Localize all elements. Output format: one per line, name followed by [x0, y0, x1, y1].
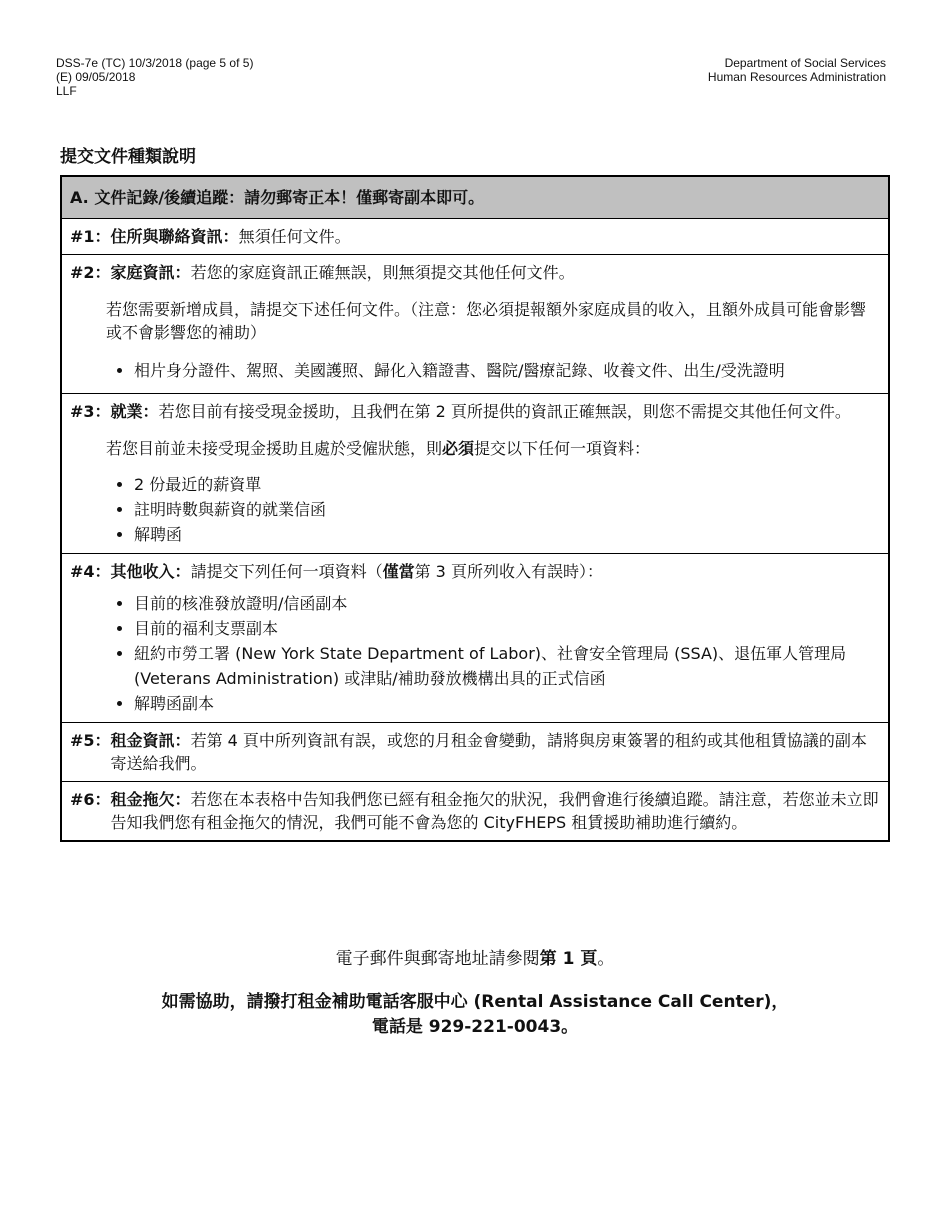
item-emphasis: 僅當 — [382, 562, 415, 581]
item-label: 家庭資訊： — [110, 263, 191, 282]
phone-line: 電話是 929-221-0043。 — [371, 1017, 579, 1037]
section-a-header: A. 文件記錄/後續追蹤：請勿郵寄正本！僅郵寄副本即可。 — [62, 177, 888, 218]
item-label: 住所與聯絡資訊： — [110, 227, 239, 246]
item-text: 第 3 頁所列收入有誤時）： — [414, 562, 603, 581]
form-code-line: LLF — [56, 84, 77, 98]
item-label: 租金拖欠： — [110, 790, 191, 809]
item-5 — [62, 722, 888, 781]
item-note — [70, 437, 880, 460]
item-label: 租金資訊： — [110, 731, 191, 750]
help-line: 如需協助，請撥打租金補助電話客服中心 (Rental Assistance Call Center)， — [161, 992, 789, 1012]
item-number: #2： — [70, 263, 111, 282]
item-number: #4： — [70, 562, 111, 581]
list-item: • 2 份最近的薪資單 — [134, 472, 880, 497]
item-text: 若您的家庭資訊正確無誤，則無須提交其他任何文件。 — [190, 263, 575, 282]
list-item: • 解聘函 — [134, 522, 880, 547]
item-label: 就業： — [110, 402, 159, 421]
bullet-list — [70, 472, 880, 547]
address-reference — [0, 944, 950, 969]
footer-text: 。 — [597, 949, 615, 969]
agency-subname: Human Resources Administration — [707, 70, 886, 84]
list-item: • 註明時數與薪資的就業信函 — [134, 497, 880, 522]
item-3 — [62, 393, 888, 553]
list-item: • 目前的福利支票副本 — [134, 616, 880, 641]
footer-emphasis: 第 1 頁 — [539, 949, 598, 969]
list-item: • 解聘函副本 — [134, 691, 880, 716]
item-6 — [62, 781, 888, 840]
bullet-list — [70, 358, 880, 383]
item-text: 請提交下列任何一項資料（ — [190, 562, 383, 581]
item-text: 若您目前有接受現金援助，且我們在第 2 頁所提供的資訊正確無誤，則您不需提交其他任何文件。 — [158, 402, 851, 421]
agency-name: Department of Social Services — [724, 56, 886, 70]
item-text: 無須任何文件。 — [238, 227, 351, 246]
item-text: 若第 4 頁中所列資訊有誤，或您的月租金會變動，請將與房東簽署的租約或其他租賃協議的副本寄送給我們。 — [110, 731, 867, 773]
form-id-line: DSS-7e (TC) 10/3/2018 (page 5 of 5) — [56, 56, 254, 70]
list-item: • 目前的核准發放證明/信函副本 — [134, 591, 880, 616]
help-contact — [0, 990, 950, 1040]
note-text: 提交以下任何一項資料： — [474, 439, 651, 458]
item-number: #6： — [70, 790, 111, 809]
form-date-line: (E) 09/05/2018 — [56, 70, 136, 84]
page-title: 提交文件種類說明 — [60, 147, 196, 167]
note-text: 若您目前並未接受現金援助且處於受僱狀態，則 — [106, 439, 443, 458]
bullet-list — [70, 591, 880, 716]
form-id-block — [56, 56, 253, 98]
item-4 — [62, 553, 888, 722]
document-types-table — [60, 175, 890, 842]
list-item: • 相片身分證件、駕照、美國護照、歸化入籍證書、醫院/醫療記錄、收養文件、出生/受洗證明 — [134, 358, 880, 383]
list-item: • 紐約市勞工署 (New York State Department of Labor)、社會安全管理局 (SSA)、退伍軍人管理局 (Veterans Administration) 或津貼/補助發放機構出具的正式信函 — [134, 641, 880, 691]
item-number: #1： — [70, 227, 111, 246]
item-number: #5： — [70, 731, 111, 750]
item-number: #3： — [70, 402, 111, 421]
item-2 — [62, 254, 888, 393]
item-note: 若您需要新增成員，請提交下述任何文件。（注意：您必須提報額外家庭成員的收入，且額外成員可能會影響或不會影響您的補助） — [106, 300, 867, 342]
item-1 — [62, 218, 888, 254]
item-label: 其他收入： — [110, 562, 191, 581]
footer-text: 電子郵件與郵寄地址請參閱 — [335, 949, 540, 969]
agency-block — [708, 56, 886, 84]
note-emphasis: 必須 — [442, 439, 475, 458]
item-text: 若您在本表格中告知我們您已經有租金拖欠的狀況，我們會進行後續追蹤。請注意，若您並未立即告知我們您有租金拖欠的情況，我們可能不會為您的 CityFHEPS 租賃援助補助進行續約。 — [110, 790, 879, 832]
